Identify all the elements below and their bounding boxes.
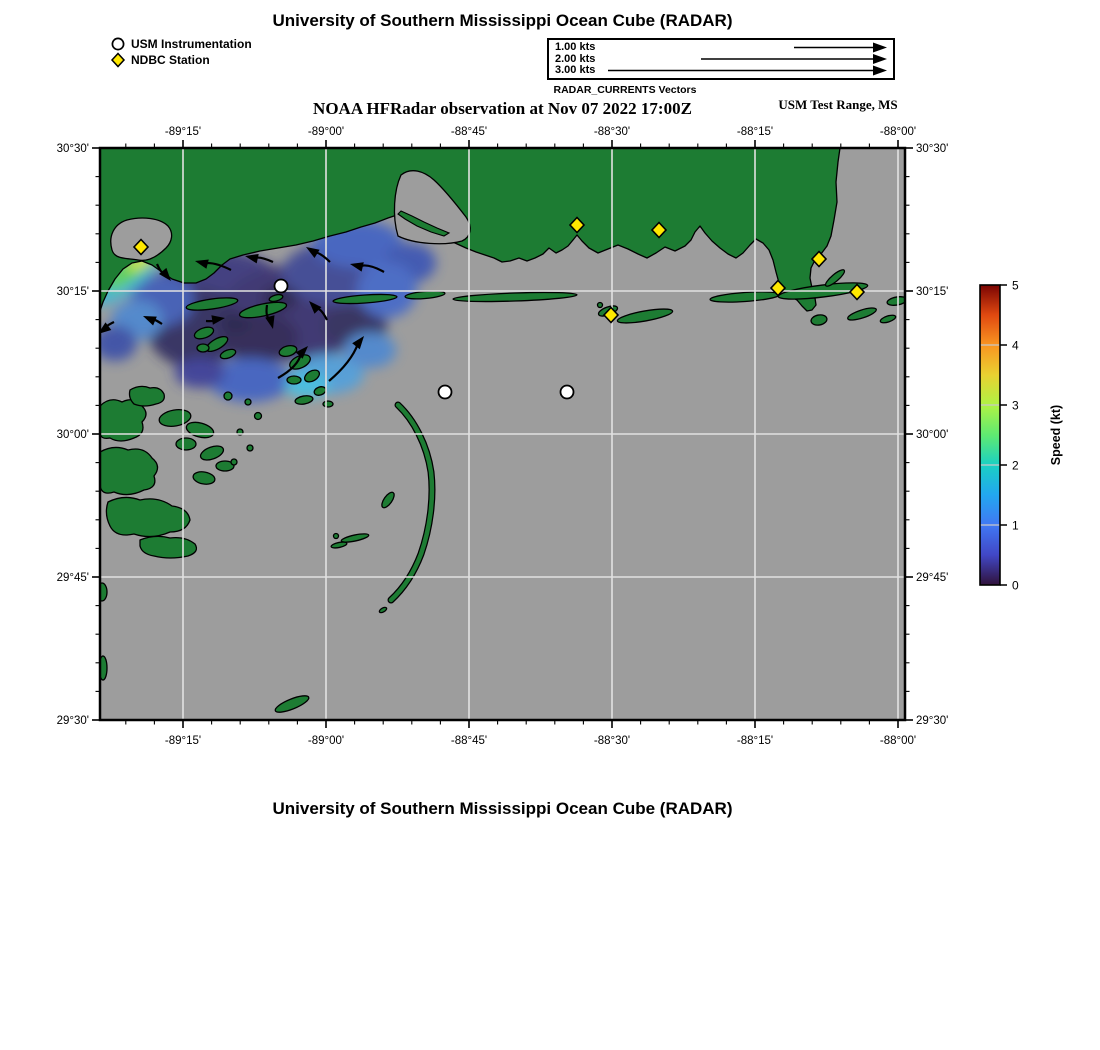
y-axis-tick-label: 29°45' — [916, 572, 949, 584]
y-axis-tick-label: 30°15' — [916, 286, 949, 298]
colorbar-gradient — [980, 285, 1000, 585]
x-axis-tick-label: -88°45' — [450, 126, 488, 138]
x-axis-tick-label: -88°00' — [879, 126, 917, 138]
scale-arrow-head — [873, 43, 887, 53]
region-label: USM Test Range, MS — [778, 97, 898, 112]
map-legend — [110, 36, 252, 68]
y-axis-tick-label: 29°30' — [916, 715, 949, 727]
usm-instrument-marker — [439, 386, 452, 399]
x-axis-tick-label: -89°15' — [164, 126, 202, 138]
colorbar-tick-label: 5 — [1012, 278, 1019, 293]
x-axis-tick-label: -89°00' — [307, 735, 345, 747]
legend-item-ndbc — [110, 52, 252, 68]
page-title: University of Southern Mississippi Ocean Cube (RADAR) — [272, 11, 733, 30]
x-axis-tick-label: -88°30' — [593, 735, 631, 747]
usm-instrument-marker — [275, 280, 288, 293]
y-axis-tick-label: 30°30' — [916, 143, 949, 155]
legend-label-ndbc: NDBC Station — [131, 53, 210, 67]
x-axis-tick-label: -89°15' — [164, 735, 202, 747]
vector-scale-label-2: 2.00 kts — [555, 52, 596, 65]
x-axis-tick-label: -88°45' — [450, 735, 488, 747]
legend-label-usm: USM Instrumentation — [131, 37, 252, 51]
bottom-title: University of Southern Mississippi Ocean Cube (RADAR) — [272, 799, 733, 818]
colorbar-tick-label: 3 — [1012, 398, 1019, 413]
legend-item-usm — [110, 36, 252, 52]
x-axis-tick-label: -88°15' — [736, 126, 774, 138]
x-axis-tick-label: -89°00' — [307, 126, 345, 138]
map-plot — [55, 103, 955, 763]
y-axis-tick-label: 29°45' — [56, 572, 89, 584]
y-axis-tick-label: 30°00' — [916, 429, 949, 441]
y-axis-tick-label: 30°00' — [56, 429, 89, 441]
x-axis-tick-label: -88°30' — [593, 126, 631, 138]
map-subtitle: NOAA HFRadar observation at Nov 07 2022 17:00Z — [313, 99, 692, 118]
colorbar-tick-label: 2 — [1012, 458, 1019, 473]
colorbar-tick-label: 1 — [1012, 518, 1019, 533]
usm-circle-icon — [110, 36, 126, 52]
vector-scale-label-3: 3.00 kts — [555, 64, 596, 76]
ndbc-diamond-icon — [110, 52, 126, 68]
usm-instrument-marker — [561, 386, 574, 399]
scale-arrow-head — [873, 54, 887, 64]
scale-arrow-head — [873, 66, 887, 76]
y-axis-tick-label: 30°30' — [56, 143, 89, 155]
vector-scale-box — [547, 38, 895, 80]
speed-colorbar — [958, 268, 1100, 612]
y-axis-tick-label: 29°30' — [56, 715, 89, 727]
vector-scale-caption: RADAR_CURRENTS Vectors — [553, 84, 697, 96]
x-axis-tick-label: -88°15' — [736, 735, 774, 747]
colorbar-label: Speed (kt) — [1049, 404, 1063, 466]
vector-scale-label-1: 1.00 kts — [555, 41, 596, 53]
colorbar-tick-label: 0 — [1012, 578, 1019, 593]
colorbar-tick-label: 4 — [1012, 338, 1019, 353]
vector-scale-arrows — [549, 40, 893, 78]
x-axis-tick-label: -88°00' — [879, 735, 917, 747]
y-axis-tick-label: 30°15' — [56, 286, 89, 298]
